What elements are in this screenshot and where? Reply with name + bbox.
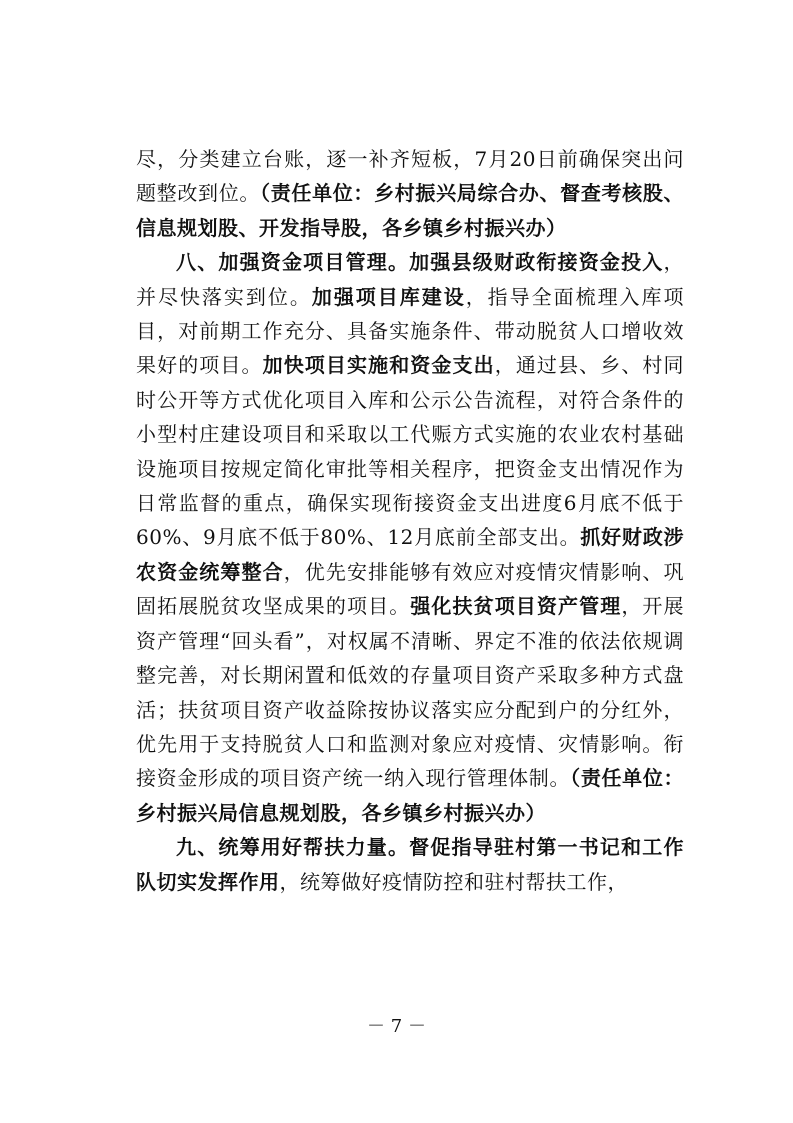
paragraph-1: [136, 142, 684, 245]
section-heading-9: 九、统筹用好帮扶力量。: [176, 835, 410, 860]
document-body: [136, 142, 684, 899]
bold-lead-5: 强化扶贫项目资产管理: [410, 594, 622, 619]
bold-lead-3: 加快项目实施和资金支出: [262, 353, 495, 378]
paragraph-section-8: [136, 245, 684, 830]
page-number: － 7 －: [367, 1016, 426, 1037]
text-segment: ，并尽快落实到位。: [136, 250, 685, 309]
text-segment: ，指导全面梳理入库项目，对前期工作充分、具备实施条件、带动脱贫人口增收效果好的项目。: [136, 284, 685, 378]
text-segment: ，开展资产管理“回头看”，对权属不清晰、界定不准的依法依规调整完善，对长期闲置和低效的存量项目资产采取多种方式盘活；扶贫项目资产收益除按协议落实应分配到户的分红外，优先用于支持脱贫人口和监测对象应对疫情、灾情影响。衔接资金形成的项目资产统一纳入现行管理体制。: [136, 594, 685, 791]
responsible-unit-note: （责任单位：乡村振兴局综合办、督查考核股、信息规划股、开发指导股，各乡镇乡村振兴办）: [136, 181, 685, 240]
responsible-unit-note: （责任单位：乡村振兴局信息规划股，各乡镇乡村振兴办）: [136, 766, 685, 825]
text-segment: ，通过县、乡、村同时公开等方式优化项目入库和公示公告流程，对符合条件的小型村庄建设项目和采取以工代赈方式实施的农业农村基础设施项目按规定简化审批等相关程序，把资金支出情况作为日常监督的重点，确保实现衔接资金支出进度6月底不低于60%、9月底不低于80%、12月底前全部支出。: [136, 353, 685, 550]
bold-lead-1: 加强县级财政衔接资金投入: [409, 250, 664, 275]
section-heading-8: 八、加强资金项目管理。: [176, 250, 410, 275]
paragraph-section-9: [136, 830, 684, 899]
text-segment: ，统筹做好疫情防控和驻村帮扶工作，: [279, 869, 628, 894]
bold-lead-2: 加强项目库建设: [311, 284, 466, 309]
bold-lead-1: 督促指导驻村第一书记和工作队切实发挥作用: [136, 835, 685, 894]
bold-lead-4: 抓好财政涉农资金统筹整合: [136, 525, 684, 584]
text-segment: 尽，分类建立台账，逐一补齐短板，7月20日前确保突出问题整改到位。: [136, 147, 684, 206]
text-segment: ，优先安排能够有效应对疫情灾情影响、巩固拓展脱贫攻坚成果的项目。: [136, 559, 685, 619]
